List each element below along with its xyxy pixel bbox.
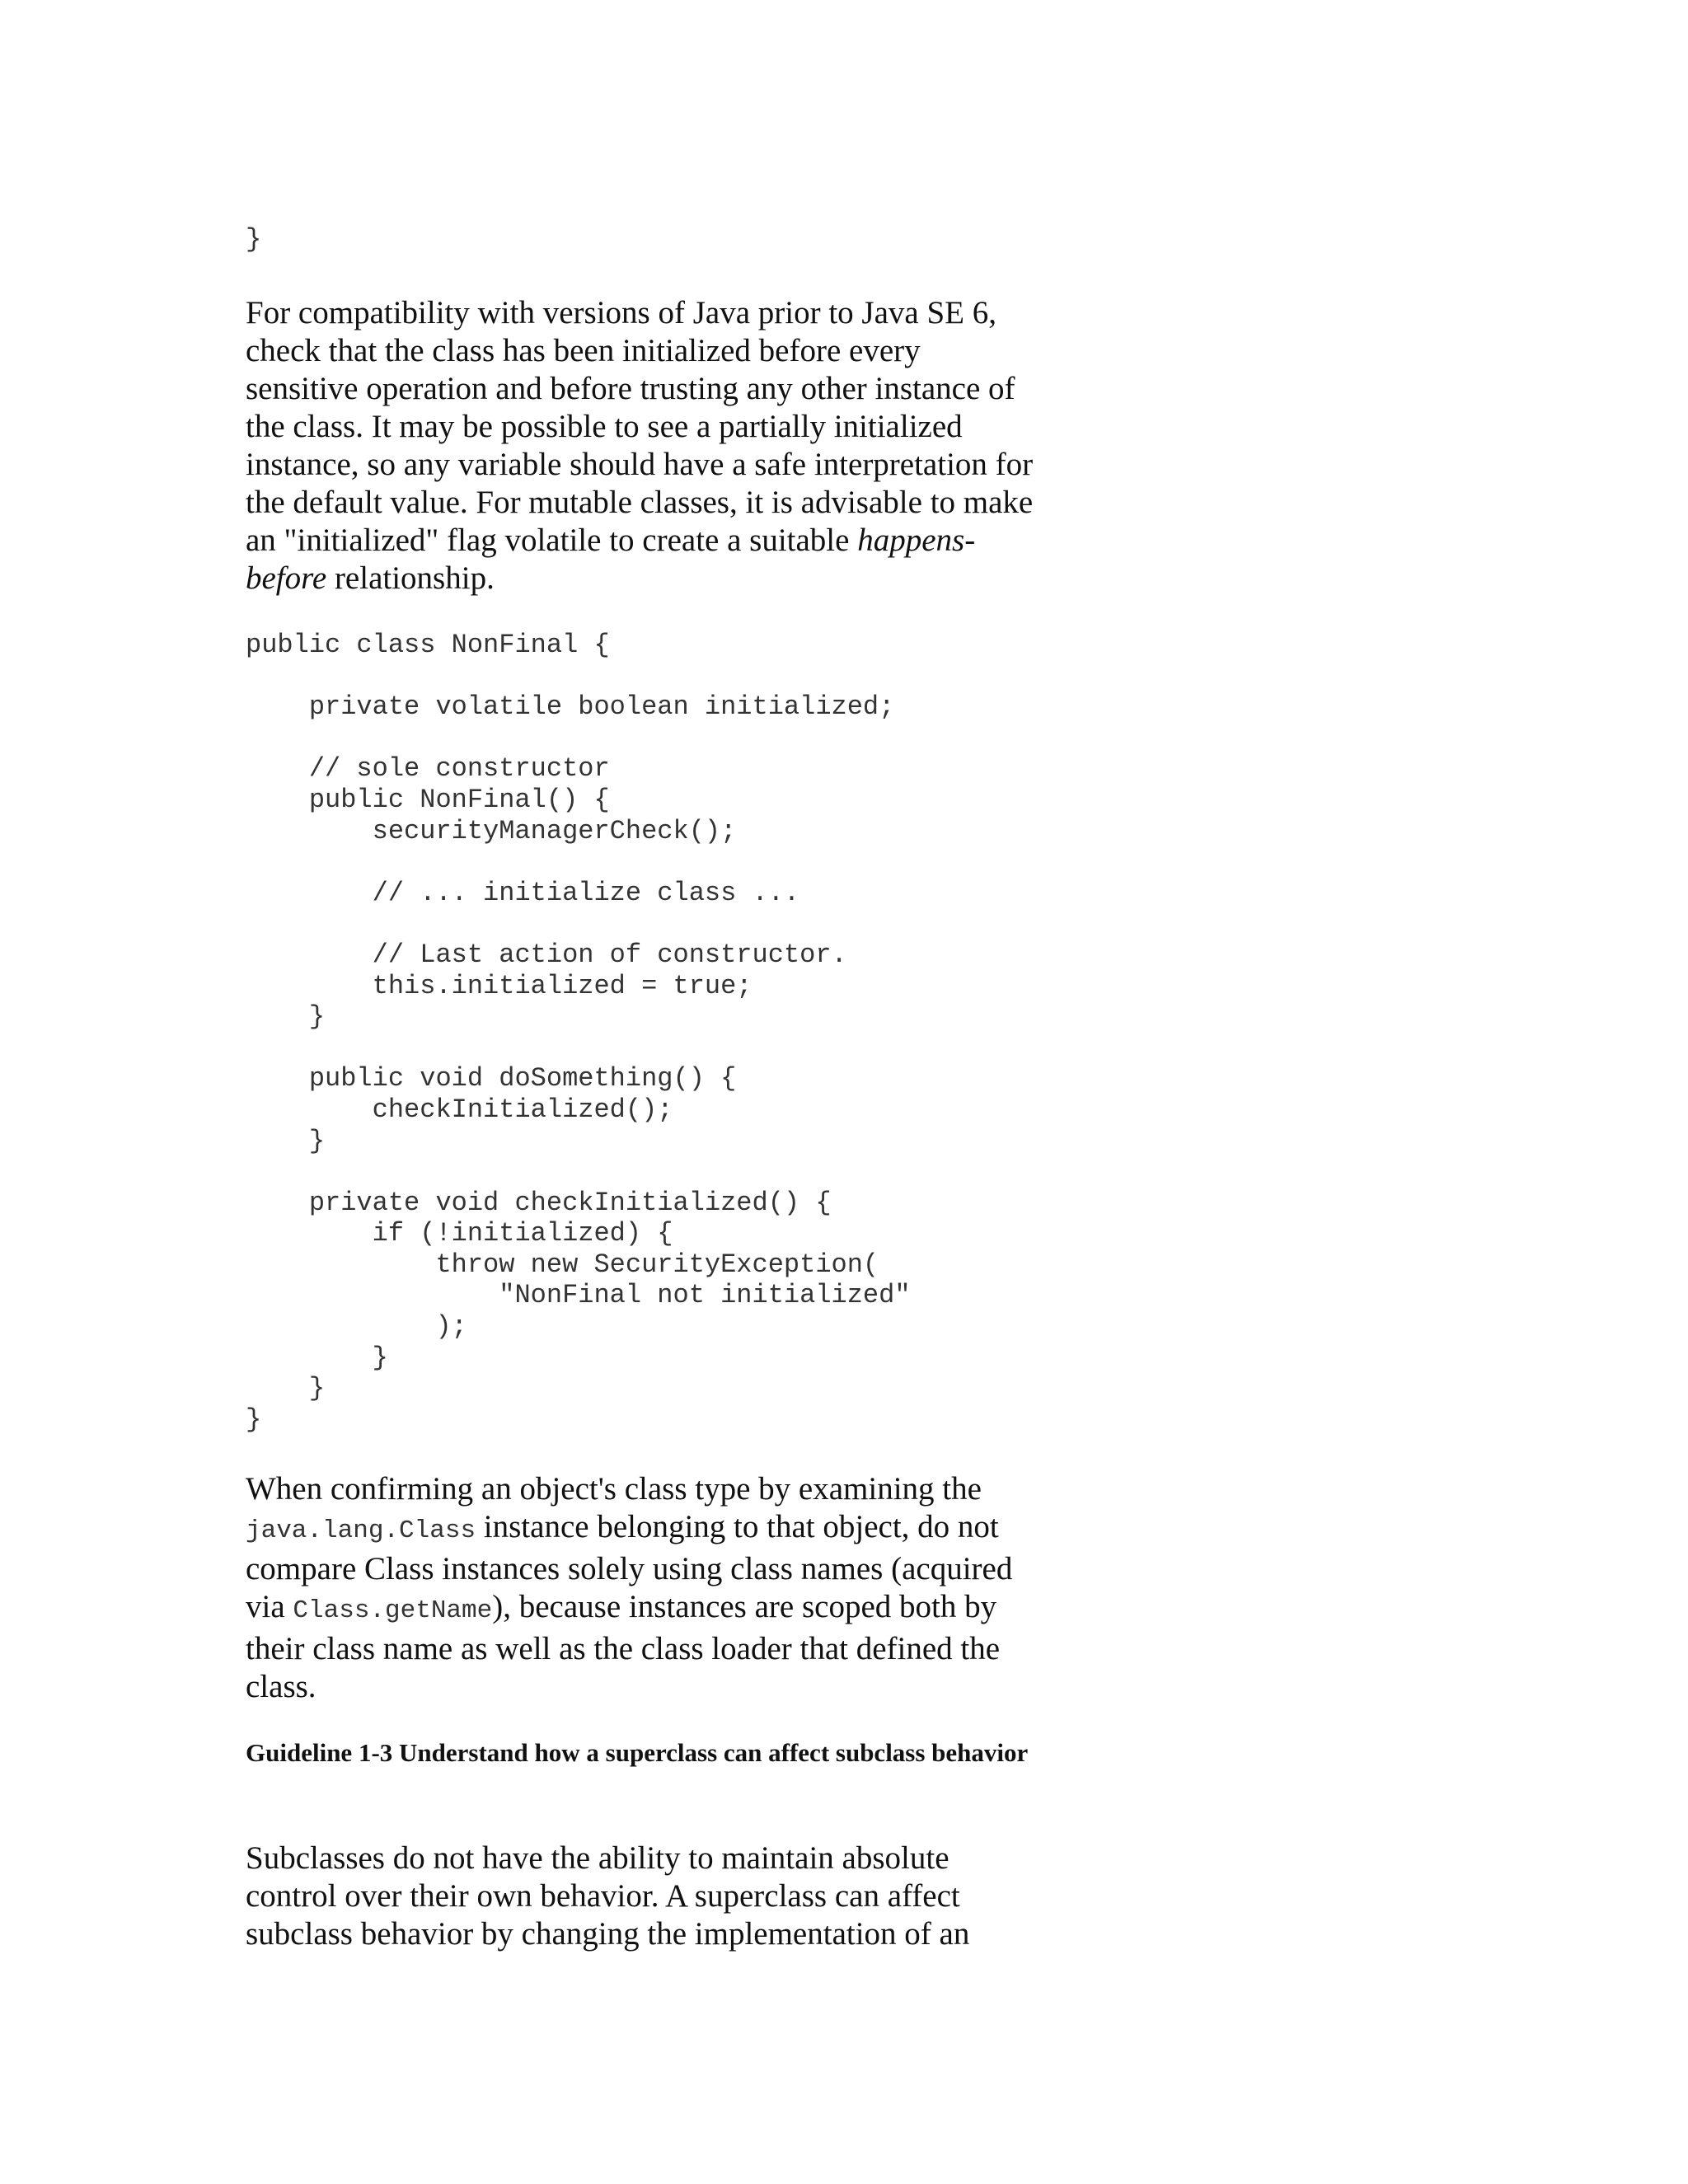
paragraph-text: For compatibility with versions of Java prior to Java SE 6, check that the class has been initialized before every sensitive operation and before trusting any other instance of the class. It may be possible to see a partially initialized instance, so any variable should have a safe interpretation for the default value. For mutable classes, it is advisable to make an "initialized" flag volatile to create a suitable <box>246 295 1034 558</box>
paragraph-initialization-check <box>246 294 1037 598</box>
code-line: } <box>246 1125 326 1156</box>
code-line: } <box>246 1404 262 1435</box>
code-line: // sole constructor <box>246 753 610 785</box>
paragraph-text: instance belonging to that object, do not compare Class instances solely using class names (acquired via <box>246 1509 1013 1624</box>
code-line: ); <box>246 1311 467 1343</box>
code-line: } <box>246 1342 388 1373</box>
code-line: } <box>246 1001 326 1033</box>
paragraph-class-comparison <box>246 1470 1037 1706</box>
code-line: checkInitialized(); <box>246 1094 673 1125</box>
paragraph-text: ), because instances are scoped both by their class name as well as the class loader that defined the class. <box>246 1589 1001 1704</box>
code-block-nonfinal <box>246 630 911 1435</box>
code-line: private void checkInitialized() { <box>246 1187 832 1218</box>
code-line: } <box>246 1373 326 1404</box>
code-line: if (!initialized) { <box>246 1218 673 1249</box>
inline-code-java-lang-class: java.lang.Class <box>246 1516 476 1545</box>
code-line: public class NonFinal { <box>246 630 610 660</box>
paragraph-text: When confirming an object's class type by examining the <box>246 1471 982 1507</box>
guideline-heading: Guideline 1-3 Understand how a superclass can affect subclass behavior <box>246 1738 1029 1767</box>
code-line: throw new SecurityException( <box>246 1249 879 1280</box>
code-line: securityManagerCheck(); <box>246 815 737 846</box>
code-line: // ... initialize class ... <box>246 877 800 908</box>
code-line: "NonFinal not initialized" <box>246 1280 911 1311</box>
paragraph-text-end: relationship. <box>326 560 495 596</box>
code-line: public void doSomething() { <box>246 1063 737 1094</box>
code-line: // Last action of constructor. <box>246 939 847 970</box>
inline-code-class-getname: Class.getName <box>293 1596 493 1625</box>
code-closing-brace: } <box>246 224 262 255</box>
emphasis-happens-before: happens-before <box>246 523 976 596</box>
code-line: private volatile boolean initialized; <box>246 691 895 723</box>
paragraph-subclass-control: Subclasses do not have the ability to maintain absolute control over their own behavior. A superclass can affect subclass behavior by changing the implementation of an <box>246 1840 970 1952</box>
code-line: this.initialized = true; <box>246 970 753 1001</box>
code-line: public NonFinal() { <box>246 784 610 815</box>
